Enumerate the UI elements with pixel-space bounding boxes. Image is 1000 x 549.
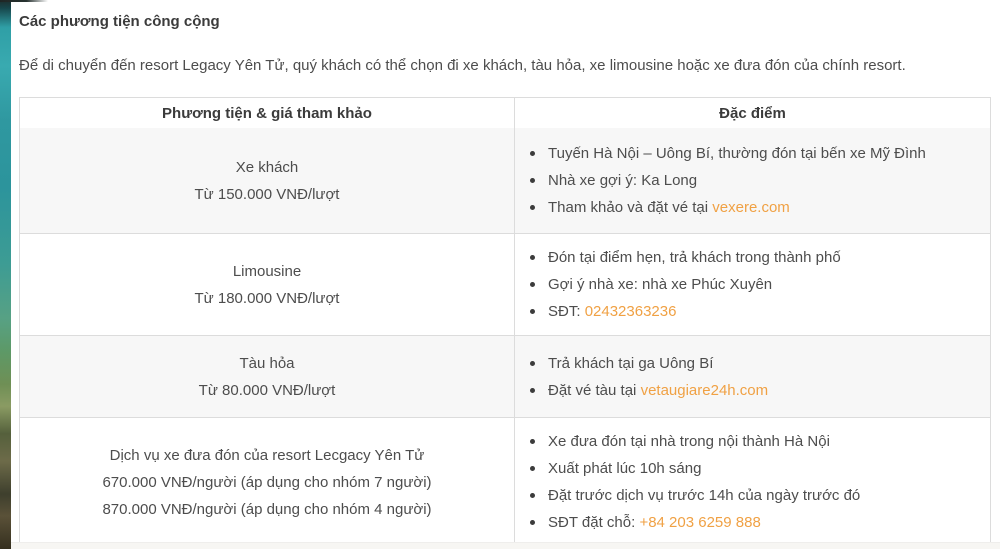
features-cell bbox=[515, 418, 990, 546]
feature-item bbox=[515, 455, 982, 482]
feature-item bbox=[515, 350, 982, 377]
table-row bbox=[20, 417, 990, 546]
feature-item bbox=[515, 509, 982, 536]
features-cell bbox=[515, 128, 990, 233]
feature-link[interactable]: 02432363236 bbox=[584, 303, 677, 320]
feature-item bbox=[515, 271, 982, 298]
feature-item bbox=[515, 377, 982, 404]
feature-text: SĐT: bbox=[548, 303, 585, 320]
table-body bbox=[20, 128, 990, 546]
vehicle-line: Tàu hỏa bbox=[239, 354, 295, 372]
feature-text: Nhà xe gợi ý: Ka Long bbox=[548, 172, 698, 189]
feature-text: Đặt vé tàu tại bbox=[548, 381, 641, 399]
feature-text: SĐT đặt chỗ: bbox=[548, 514, 640, 531]
background-photo-left-edge bbox=[0, 0, 11, 549]
article-section bbox=[19, 0, 991, 547]
feature-link[interactable]: vexere.com bbox=[712, 199, 790, 216]
feature-text: Xe đưa đón tại nhà trong nội thành Hà Nội bbox=[548, 433, 830, 450]
intro-paragraph: Để di chuyển đến resort Legacy Yên Tử, quý khách có thể chọn đi xe khách, tàu hỏa, xe limousine hoặc xe đưa đón của chính resort. bbox=[19, 57, 906, 74]
feature-list bbox=[515, 418, 990, 546]
table-row bbox=[20, 128, 990, 233]
vehicle-price-cell bbox=[20, 128, 515, 233]
feature-text: Đón tại điểm hẹn, trả khách trong thành phố bbox=[548, 249, 841, 266]
feature-item bbox=[515, 194, 982, 221]
feature-item bbox=[515, 167, 982, 194]
feature-item bbox=[515, 244, 982, 271]
feature-list bbox=[515, 234, 990, 335]
feature-item bbox=[515, 140, 982, 167]
column-header-vehicle-price: Phương tiện & giá tham khảo bbox=[20, 98, 515, 128]
feature-list bbox=[515, 130, 990, 231]
feature-list bbox=[515, 340, 990, 414]
section-heading: Các phương tiện công cộng bbox=[19, 13, 220, 30]
vehicle-line: Xe khách bbox=[235, 158, 299, 176]
features-cell bbox=[515, 234, 990, 335]
vehicle-price-cell bbox=[20, 336, 515, 417]
vehicle-line: Dịch vụ xe đưa đón của resort Lecgacy Yên Tử bbox=[109, 446, 425, 464]
feature-link[interactable]: +84 203 6259 888 bbox=[639, 514, 761, 531]
feature-text: Đặt trước dịch vụ trước 14h của ngày trước đó bbox=[548, 487, 861, 504]
vehicle-line: Từ 150.000 VNĐ/lượt bbox=[194, 185, 340, 203]
vehicle-line: Từ 80.000 VNĐ/lượt bbox=[198, 381, 336, 399]
feature-text: Xuất phát lúc 10h sáng bbox=[548, 460, 702, 477]
vehicle-line: 870.000 VNĐ/người (áp dụng cho nhóm 4 người) bbox=[102, 500, 432, 518]
feature-text: Gợi ý nhà xe: nhà xe Phúc Xuyên bbox=[548, 276, 773, 293]
vehicle-price-cell bbox=[20, 234, 515, 335]
vehicle-price-cell bbox=[20, 418, 515, 546]
feature-item bbox=[515, 298, 982, 325]
feature-text: Trả khách tại ga Uông Bí bbox=[548, 354, 714, 372]
vehicle-line: 670.000 VNĐ/người (áp dụng cho nhóm 7 người) bbox=[102, 473, 432, 491]
table-row bbox=[20, 335, 990, 417]
vehicle-line: Từ 180.000 VNĐ/lượt bbox=[194, 289, 340, 307]
table-header-row bbox=[20, 98, 990, 128]
feature-item bbox=[515, 482, 982, 509]
feature-text: Tuyến Hà Nội – Uông Bí, thường đón tại bến xe Mỹ Đình bbox=[548, 145, 926, 162]
feature-item bbox=[515, 428, 982, 455]
feature-text: Tham khảo và đặt vé tại bbox=[548, 199, 713, 216]
vehicle-line: Limousine bbox=[232, 262, 302, 280]
column-header-features: Đặc điểm bbox=[719, 104, 786, 122]
background-photo-bottom-edge bbox=[11, 542, 1000, 549]
transport-table bbox=[19, 97, 991, 547]
table-row bbox=[20, 233, 990, 335]
features-cell bbox=[515, 336, 990, 417]
feature-link[interactable]: vetaugiare24h.com bbox=[640, 381, 769, 399]
